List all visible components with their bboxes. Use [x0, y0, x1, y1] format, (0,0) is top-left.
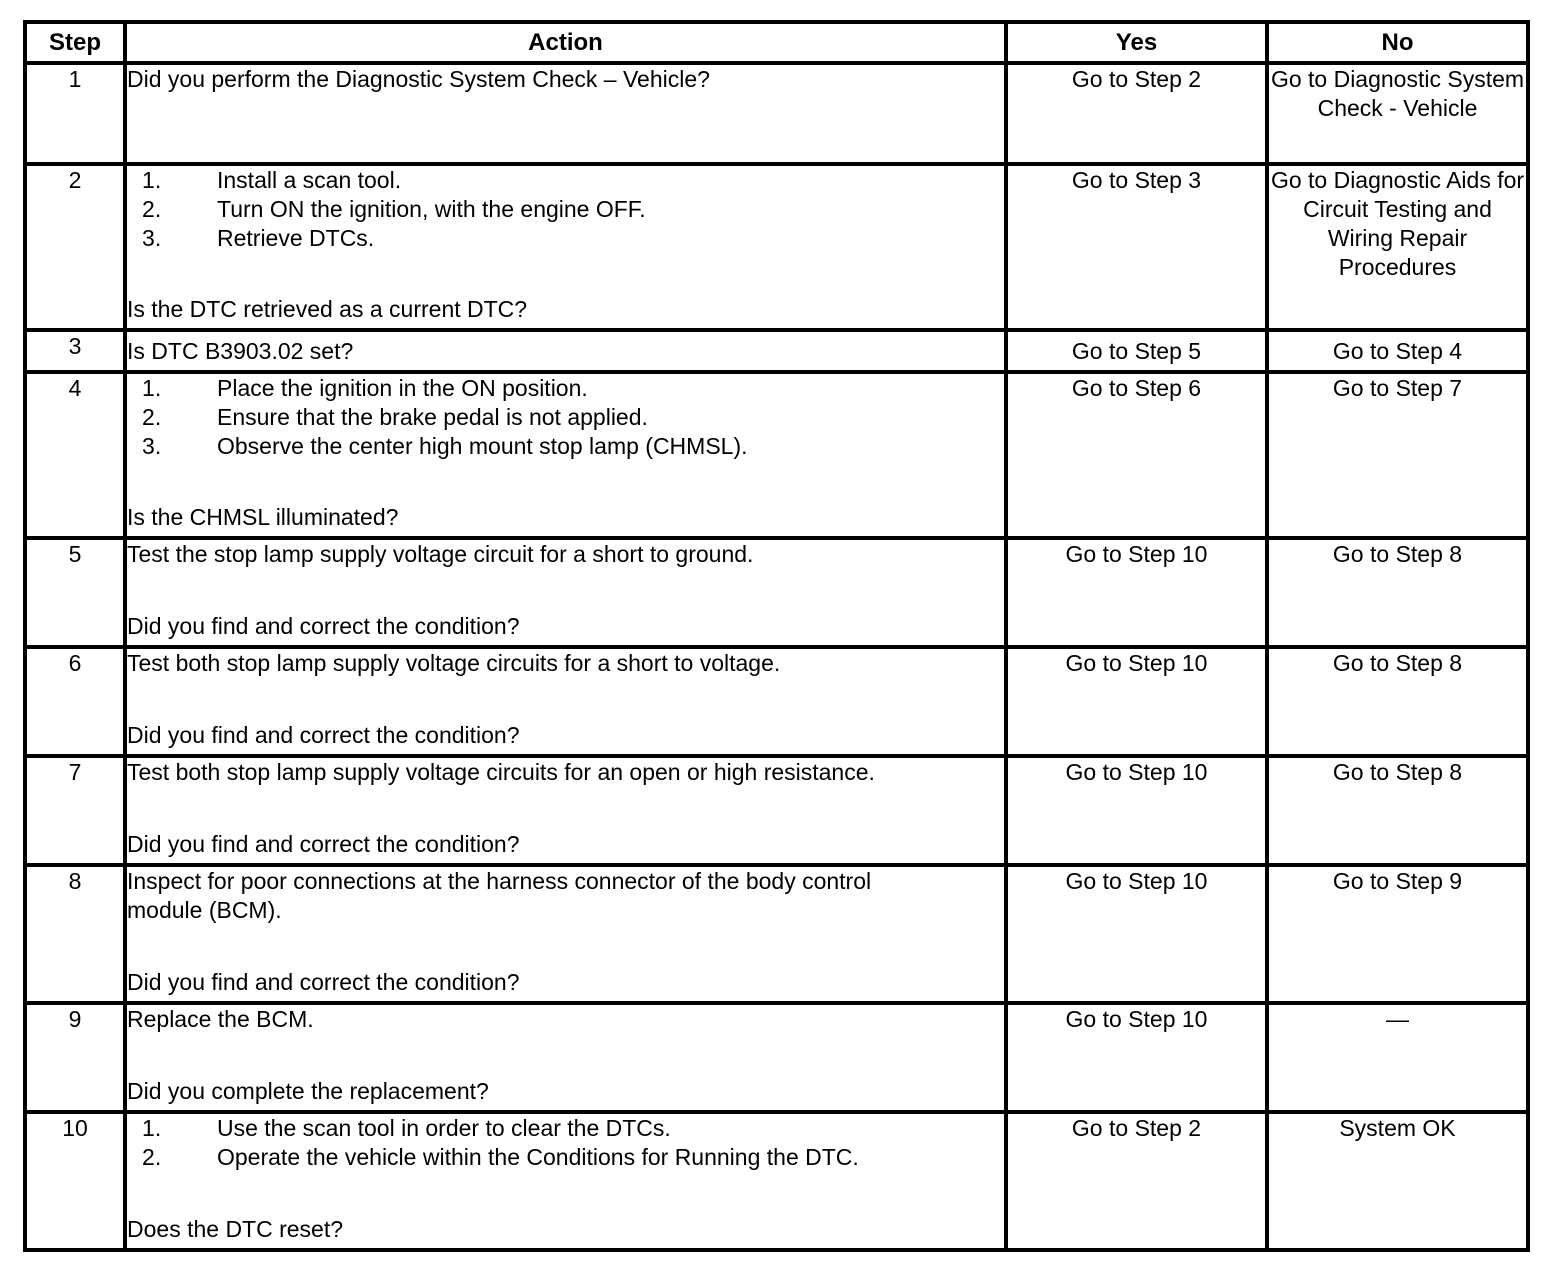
action-cell [125, 538, 1006, 647]
action-steps-list [127, 374, 1004, 461]
yes-cell: Go to Step 5 [1006, 330, 1267, 372]
list-item: 1. Place the ignition in the ON position. [174, 374, 1004, 403]
table-row [25, 63, 1528, 164]
header-row [25, 22, 1528, 63]
list-item: 1. Install a scan tool. [174, 166, 1004, 195]
action-text: Test the stop lamp supply voltage circuit for a short to ground. [127, 541, 754, 567]
no-cell: Go to Step 8 [1267, 647, 1528, 756]
header-yes: Yes [1006, 22, 1267, 63]
step-number: 4 [25, 372, 125, 538]
step-number: 7 [25, 756, 125, 865]
no-cell: Go to Diagnostic System Check - Vehicle [1267, 63, 1528, 164]
action-question: Did you find and correct the condition? [127, 613, 520, 639]
action-cell [125, 1112, 1006, 1250]
diagnostic-table [23, 20, 1530, 1252]
yes-cell: Go to Step 10 [1006, 1003, 1267, 1112]
yes-cell: Go to Step 10 [1006, 538, 1267, 647]
table-row [25, 330, 1528, 372]
step-number: 8 [25, 865, 125, 1003]
list-item: 2. Turn ON the ignition, with the engine OFF. [174, 195, 1004, 224]
no-cell: Go to Step 9 [1267, 865, 1528, 1003]
action-text: Did you perform the Diagnostic System Check – Vehicle? [127, 66, 710, 92]
list-item: 1. Use the scan tool in order to clear the DTCs. [174, 1114, 1004, 1143]
no-cell: Go to Step 7 [1267, 372, 1528, 538]
no-cell: System OK [1267, 1112, 1528, 1250]
action-question: Did you find and correct the condition? [127, 722, 520, 748]
action-text: Replace the BCM. [127, 1006, 314, 1032]
yes-cell: Go to Step 10 [1006, 647, 1267, 756]
step-number: 5 [25, 538, 125, 647]
action-text: Test both stop lamp supply voltage circuits for a short to voltage. [127, 650, 781, 676]
action-cell [125, 164, 1006, 330]
header-no: No [1267, 22, 1528, 63]
action-question: Did you find and correct the condition? [127, 831, 520, 857]
table-row [25, 865, 1528, 1003]
action-question: Is the CHMSL illuminated? [127, 504, 399, 530]
step-number: 2 [25, 164, 125, 330]
action-text: Inspect for poor connections at the harness connector of the body control module (BCM). [127, 868, 872, 923]
step-number: 1 [25, 63, 125, 164]
list-item: 3. Observe the center high mount stop lamp (CHMSL). [174, 432, 1004, 461]
table-row [25, 372, 1528, 538]
no-cell: Go to Step 8 [1267, 756, 1528, 865]
action-question: Is the DTC retrieved as a current DTC? [127, 296, 528, 322]
table-row [25, 538, 1528, 647]
table-row [25, 756, 1528, 865]
table-row [25, 647, 1528, 756]
yes-cell: Go to Step 6 [1006, 372, 1267, 538]
action-text: Is DTC B3903.02 set? [127, 337, 354, 364]
action-cell [125, 1003, 1006, 1112]
no-cell: Go to Step 8 [1267, 538, 1528, 647]
yes-cell: Go to Step 3 [1006, 164, 1267, 330]
action-question: Did you complete the replacement? [127, 1078, 489, 1104]
action-steps-list [127, 166, 1004, 253]
action-text: Test both stop lamp supply voltage circuits for an open or high resistance. [127, 759, 875, 785]
table-row [25, 164, 1528, 330]
table-row [25, 1112, 1528, 1250]
step-number: 10 [25, 1112, 125, 1250]
action-cell [125, 330, 1006, 372]
yes-cell: Go to Step 2 [1006, 63, 1267, 164]
table-row [25, 1003, 1528, 1112]
yes-cell: Go to Step 10 [1006, 865, 1267, 1003]
action-steps-list [127, 1114, 1004, 1172]
action-cell [125, 63, 1006, 164]
step-number: 9 [25, 1003, 125, 1112]
action-cell [125, 865, 1006, 1003]
action-question: Did you find and correct the condition? [127, 969, 520, 995]
no-cell: — [1267, 1003, 1528, 1112]
header-action: Action [125, 22, 1006, 63]
list-item: 3. Retrieve DTCs. [174, 224, 1004, 253]
step-number: 3 [25, 330, 125, 372]
action-cell [125, 647, 1006, 756]
action-cell [125, 756, 1006, 865]
no-cell: Go to Diagnostic Aids for Circuit Testing and Wiring Repair Procedures [1267, 164, 1528, 330]
header-step: Step [25, 22, 125, 63]
action-cell [125, 372, 1006, 538]
step-number: 6 [25, 647, 125, 756]
yes-cell: Go to Step 2 [1006, 1112, 1267, 1250]
action-question: Does the DTC reset? [127, 1216, 344, 1242]
list-item: 2. Operate the vehicle within the Conditions for Running the DTC. [174, 1143, 1004, 1172]
list-item: 2. Ensure that the brake pedal is not applied. [174, 403, 1004, 432]
yes-cell: Go to Step 10 [1006, 756, 1267, 865]
no-cell: Go to Step 4 [1267, 330, 1528, 372]
